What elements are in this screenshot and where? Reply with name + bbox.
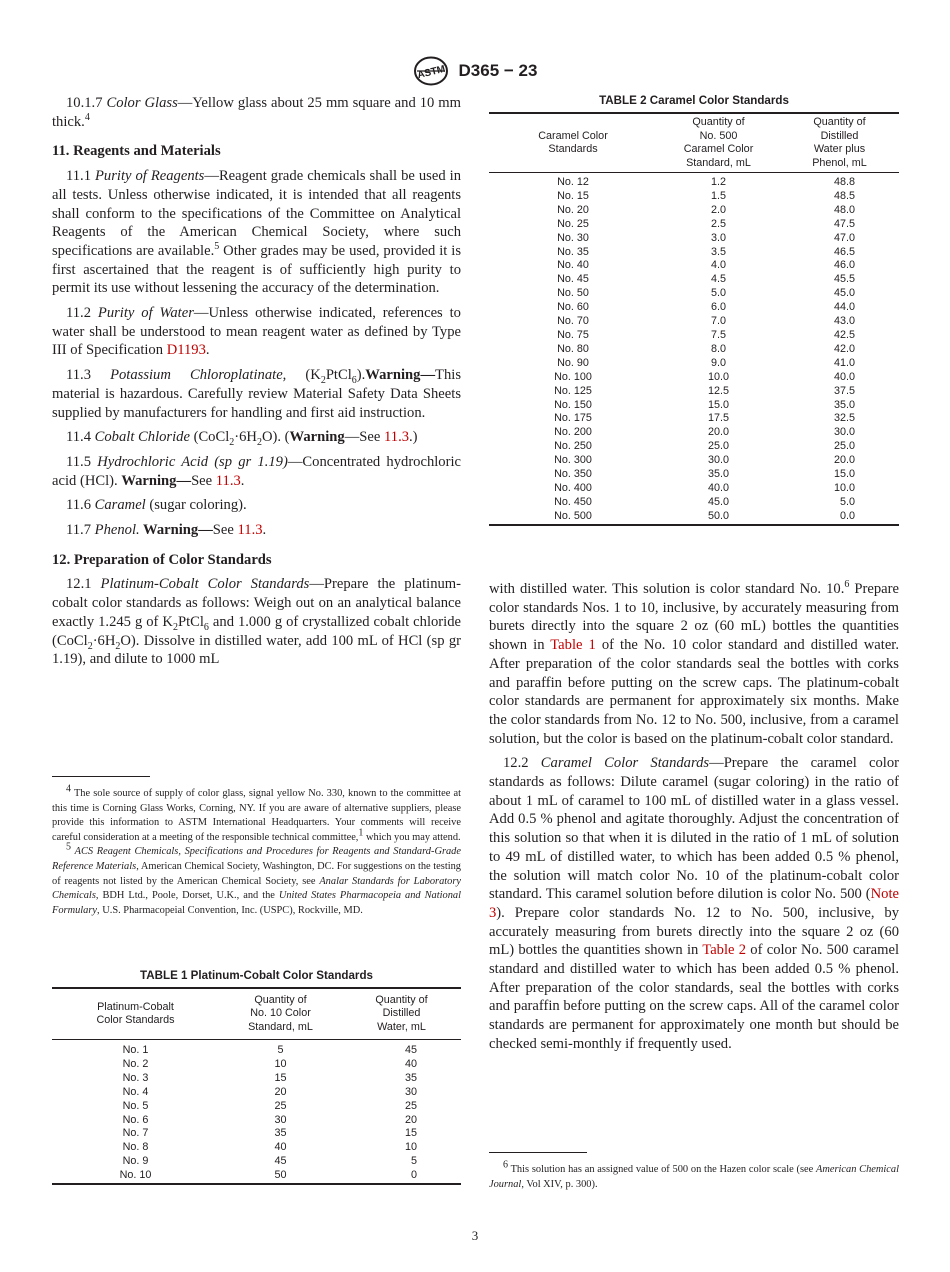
table-cell: 9.0: [710, 356, 726, 369]
table-cell: No. 10: [52, 1169, 219, 1184]
table-cell: No. 6: [122, 1113, 149, 1126]
table-cell: 5: [277, 1044, 284, 1056]
table-2-body: [489, 176, 899, 525]
table-cell: 12.5: [707, 384, 729, 397]
table-cell: 4.5: [710, 273, 726, 286]
table-cell: 15.0: [707, 398, 729, 411]
table-cell: 42.0: [833, 342, 855, 355]
table-cell: No. 8: [122, 1141, 149, 1154]
table-row: [52, 1058, 461, 1072]
table-cell: 25: [274, 1099, 287, 1112]
table-1-header-cell: Platinum-Cobalt Color Standards: [52, 988, 219, 1040]
table-row: [52, 1072, 461, 1086]
table-cell: 1.5: [710, 189, 726, 202]
table-row: [489, 412, 899, 426]
document-designation: D365 − 23: [458, 61, 538, 80]
table-cell: 50: [219, 1169, 342, 1184]
table-cell: No. 45: [557, 273, 589, 286]
table-row: [489, 232, 899, 246]
table-row: [489, 315, 899, 329]
table-cell: 48.0: [833, 203, 855, 216]
table-row: [489, 204, 899, 218]
table-row: [489, 371, 899, 385]
table-cell: No. 50: [557, 287, 589, 300]
footnote-5: $^5$ ACS Reagent Chemicals, Specifications and Procedures for Reagents and Standard-Grade Reference Materials, American Chemical Society, Washington, DC. For suggestions on the testing of reagents not listed by the American Chemical Society, see Analar Standards for Laboratory Chemicals, BDH Ltd., Poole, Dorset, U.K., and the United States Pharmacopeia and National Formulary, U.S. Pharmacopeial Convention, Inc. (USPC), Rockville, MD.: [52, 841, 462, 916]
table-cell: No. 7: [122, 1127, 149, 1140]
table-1-grid: [52, 987, 461, 1185]
table-cell: 35: [274, 1127, 287, 1140]
table-row: [489, 468, 899, 482]
table-cell: No. 400: [554, 481, 592, 494]
table-cell: 15: [274, 1071, 287, 1084]
left-footnotes: [52, 776, 461, 918]
table-2-header-cell: Quantity of No. 500 Caramel Color Standard, mL: [657, 113, 780, 173]
page-header: [0, 56, 950, 86]
paragraph-10-1-7: 10.1.7 Color Glass—Yellow glass about 25 mm square and 10 mm thick.$^4$: [52, 95, 461, 130]
table-cell: 2.5: [710, 217, 726, 230]
table-cell: No. 5: [122, 1099, 149, 1112]
table-cell: 3.0: [710, 231, 726, 244]
table-1: [52, 969, 461, 1185]
table-cell: 45.0: [833, 287, 855, 300]
table-row: [489, 399, 899, 413]
table-cell: No. 100: [554, 370, 592, 383]
table-cell: No. 80: [557, 342, 589, 355]
paragraph-12-2: 12.2 Caramel Color Standards—Prepare the caramel color standards as follows: Dilute caramel (sugar coloring) in the ratio of about 1 mL of caramel to 100 mL of distilled water in a glass vessel. Add 0.5 % phenol and agitate thoroughly. Adjust the concentration of this solution so that when it is diluted in the ratio of 1 mL of solution to 49 mL of distilled water, to which has been added 0.5 % phenol, the solution will match color No. 10 of the platinum-cobalt color standard. This caramel solution before dilution is color No. 500 (Note 3). Prepare color standards No. 12 to No. 500, inclusive, by accurately measuring from burets directly into the square 2 oz (60 mL) bottles the quantities shown in Table 2 of color No. 500 caramel standard and distilled water to which has been added 0.5 % phenol. After preparation of the color standards, seal the bottles with corks and paraffin before putting on the screw caps. All of the caramel color standards are permanent for approximately one month but should be checked semi-monthly if frequently used.: [489, 755, 899, 1052]
table-cell: No. 300: [554, 454, 592, 467]
table-cell: No. 35: [557, 245, 589, 258]
table-row: [489, 190, 899, 204]
link-d1193[interactable]: D1193: [166, 342, 206, 359]
table-cell: 10: [404, 1141, 417, 1154]
table-cell: 30: [274, 1113, 287, 1126]
table-cell: No. 90: [557, 356, 589, 369]
table-cell: 25: [404, 1099, 417, 1112]
table-2: [489, 94, 899, 526]
table-row: [489, 218, 899, 232]
table-cell: No. 25: [557, 217, 589, 230]
table-cell: 45.0: [707, 495, 729, 508]
table-2-title: TABLE 2 Caramel Color Standards: [599, 94, 789, 107]
table-row: [489, 482, 899, 496]
table-cell: 5.0: [710, 287, 726, 300]
table-cell: 1.2: [710, 176, 726, 188]
table-row: [489, 385, 899, 399]
table-cell: 32.5: [833, 412, 855, 425]
table-row: [52, 1155, 461, 1169]
table-cell: 5.0: [839, 495, 855, 508]
table-cell: No. 2: [122, 1057, 149, 1070]
table-1-body: [52, 1044, 461, 1184]
table-row: [489, 357, 899, 371]
table-cell: 3.5: [710, 245, 726, 258]
table-row: [489, 176, 899, 190]
table-2-header-cell: Quantity of Distilled Water plus Phenol, mL: [780, 113, 899, 173]
table-cell: 40.0: [707, 481, 729, 494]
table-row: [52, 1169, 461, 1184]
table-cell: No. 60: [557, 301, 589, 314]
table-cell: 47.0: [833, 231, 855, 244]
table-cell: 25.0: [707, 440, 729, 453]
left-column: [52, 94, 461, 669]
link-note-3[interactable]: Note 3: [489, 886, 899, 921]
table-row: [52, 1086, 461, 1100]
table-row: [489, 426, 899, 440]
table-row: [489, 343, 899, 357]
table-1-title: TABLE 1 Platinum-Cobalt Color Standards: [140, 969, 373, 982]
right-footnotes: [489, 1152, 899, 1192]
table-cell: 2.0: [710, 203, 726, 216]
table-cell: No. 12: [557, 176, 589, 188]
table-cell: No. 175: [554, 412, 592, 425]
table-cell: No. 150: [554, 398, 592, 411]
table-cell: No. 200: [554, 426, 592, 439]
table-cell: No. 70: [557, 315, 589, 328]
table-2-header-cell: Caramel Color Standards: [489, 113, 657, 173]
table-cell: No. 40: [557, 259, 589, 272]
table-cell: 4.0: [710, 259, 726, 272]
table-cell: 46.0: [833, 259, 855, 272]
table-cell: 35.0: [707, 468, 729, 481]
table-row: [489, 329, 899, 343]
paragraph-11-7: 11.7 Phenol. Warning—See 11.3.: [66, 522, 267, 539]
table-cell: 48.8: [833, 176, 855, 188]
table-cell: 10.0: [707, 370, 729, 383]
table-cell: 0: [342, 1169, 461, 1184]
table-row: [489, 287, 899, 301]
table-cell: 44.0: [833, 301, 855, 314]
table-cell: No. 125: [554, 384, 592, 397]
table-cell: No. 450: [554, 495, 592, 508]
table-1-header-cell: Quantity of No. 10 Color Standard, mL: [219, 988, 342, 1040]
link-table-1[interactable]: Table 1: [550, 637, 596, 654]
table-cell: 20.0: [707, 426, 729, 439]
table-cell: 6.0: [710, 301, 726, 314]
section-heading-12: 12. Preparation of Color Standards: [52, 551, 272, 568]
table-cell: 10.0: [833, 481, 855, 494]
table-cell: No. 1: [122, 1044, 149, 1056]
paragraph-11-4: 11.4 Cobalt Chloride $(CoCl_2\cdot 6H_2O)$. (Warning—See 11.3.): [66, 429, 418, 449]
table-cell: 20: [274, 1085, 287, 1098]
link-11-3[interactable]: 11.3: [237, 522, 263, 539]
table-cell: 45: [404, 1044, 417, 1056]
table-row: [489, 440, 899, 454]
table-cell: No. 15: [557, 189, 589, 202]
table-cell: No. 500: [489, 510, 657, 525]
table-cell: 45: [274, 1155, 287, 1168]
table-cell: 25.0: [833, 440, 855, 453]
table-cell: No. 75: [557, 328, 589, 341]
table-cell: 15.0: [833, 468, 855, 481]
table-cell: No. 9: [122, 1155, 149, 1168]
table-cell: No. 250: [554, 440, 592, 453]
table-cell: 30.0: [707, 454, 729, 467]
table-cell: 5: [410, 1155, 417, 1168]
table-cell: 7.5: [710, 328, 726, 341]
paragraph-11-6: 11.6 Caramel (sugar coloring).: [66, 497, 247, 514]
table-1-header-cell: Quantity of Distilled Water, mL: [342, 988, 461, 1040]
table-row: [52, 1100, 461, 1114]
table-cell: 40: [274, 1141, 287, 1154]
table-cell: 35: [404, 1071, 417, 1084]
table-cell: 50.0: [657, 510, 780, 525]
footnote-4: $^4$ The sole source of supply of color glass, signal yellow No. 330, known to the committee at this time is Corning Glass Works, Corning, NY. If you are aware of alternative suppliers, please provide this information to ASTM International Headquarters. Your comments will receive careful consideration at a meeting of the responsible technical committee,$^1$ which you may attend.: [52, 783, 461, 843]
table-cell: 40.0: [833, 370, 855, 383]
footnote-rule: [489, 1152, 587, 1153]
paragraph-12-1: 12.1 Platinum-Cobalt Color Standards—Prepare the platinum-cobalt color standards as follows: Weigh out on an analytical balance exactly 1.245 g of $K_2PtCl_6$ and 1.000 g of crystallized cobalt chloride $(CoCl_2\cdot 6H_2O)$. Dissolve in distilled water, add 100 mL of HCl (sp gr 1.19), and dilute to 1000 mL: [52, 576, 462, 668]
svg-text:ASTM: ASTM: [415, 63, 446, 82]
table-cell: 35.0: [833, 398, 855, 411]
table-cell: No. 20: [557, 203, 589, 216]
paragraph-11-1: 11.1 Purity of Reagents—Reagent grade chemicals shall be used in all tests. Unless otherwise indicated, it is intended that all reagents shall conform to the specifications of the Committee on Analytical Reagents of the American Chemical Society, where such specifications are available.$^5$ Other grades may be used, provided it is first ascertained that the reagent is of sufficiently high purity to permit its use without lessening the accuracy of the determination.: [52, 168, 461, 297]
table-row: [489, 454, 899, 468]
table-row: [52, 1127, 461, 1141]
table-row: [489, 273, 899, 287]
table-row: [489, 496, 899, 510]
table-cell: 30: [404, 1085, 417, 1098]
table-cell: No. 3: [122, 1071, 149, 1084]
table-cell: 42.5: [833, 328, 855, 341]
table-cell: 17.5: [707, 412, 729, 425]
paragraph-11-5: 11.5 Hydrochloric Acid (sp gr 1.19)—Concentrated hydrochloric acid (HCl). Warning—See 11.3.: [52, 453, 461, 489]
table-cell: 8.0: [710, 342, 726, 355]
right-column: [489, 580, 899, 1054]
paragraph-12-1-continued: with distilled water. This solution is color standard No. 10.$^6$ Prepare color standards Nos. 1 to 10, inclusive, by accurately measuring from burets directly into the square 2 oz (60 mL) bottles the quantities shown in Table 1 of the No. 10 color standard and distilled water. After preparation of the color standards seal the bottles with corks and paraffin before putting on the screw caps. The platinum-cobalt color standards are permanent for approximately six months. Make the color standards from No. 12 to No. 500, inclusive, from a caramel solution, but the color is based on the platinum-cobalt color standard.: [489, 579, 900, 747]
table-2-grid: [489, 112, 899, 526]
astm-logo-icon: [413, 56, 449, 86]
table-cell: No. 350: [554, 468, 592, 481]
table-cell: 15: [404, 1127, 417, 1140]
table-row: [52, 1044, 461, 1058]
table-cell: No. 30: [557, 231, 589, 244]
table-cell: 45.5: [833, 273, 855, 286]
table-row: [489, 301, 899, 315]
table-cell: 43.0: [833, 315, 855, 328]
link-11-3[interactable]: 11.3: [384, 429, 410, 446]
link-11-3[interactable]: 11.3: [215, 472, 241, 489]
paragraph-11-2: 11.2 Purity of Water—Unless otherwise indicated, references to water shall be understood to mean reagent water as defined by Type III of Specification D1193.: [52, 305, 461, 359]
table-cell: 10: [274, 1057, 287, 1070]
table-cell: No. 4: [122, 1085, 149, 1098]
page-number: 3: [471, 1228, 479, 1243]
table-cell: 7.0: [710, 315, 726, 328]
table-cell: 41.0: [833, 356, 855, 369]
table-cell: 48.5: [833, 189, 855, 202]
table-cell: 20.0: [833, 454, 855, 467]
table-cell: 0.0: [780, 510, 899, 525]
footnote-rule: [52, 776, 150, 777]
table-row: [52, 1141, 461, 1155]
table-row: [52, 1114, 461, 1128]
table-cell: 47.5: [833, 217, 855, 230]
link-table-2[interactable]: Table 2: [702, 942, 747, 959]
table-cell: 37.5: [833, 384, 855, 397]
table-row: [489, 246, 899, 260]
table-cell: 40: [404, 1057, 417, 1070]
table-row: [489, 510, 899, 525]
table-row: [489, 259, 899, 273]
table-cell: 30.0: [833, 426, 855, 439]
paragraph-11-3: 11.3 Potassium Chloroplatinate, $(K_2PtCl_6).Warning—This$ material is hazardous. Carefully review Material Safety Data Sheets supplied by manufacturers for handling and first aid instruction.: [52, 367, 461, 421]
table-cell: 46.5: [833, 245, 855, 258]
section-heading-11: 11. Reagents and Materials: [52, 143, 221, 160]
footnote-6: $^6$ This solution has an assigned value of 500 on the Hazen color scale (see American Chemical Journal, Vol XIV, p. 300).: [489, 1159, 899, 1190]
table-cell: 20: [404, 1113, 417, 1126]
